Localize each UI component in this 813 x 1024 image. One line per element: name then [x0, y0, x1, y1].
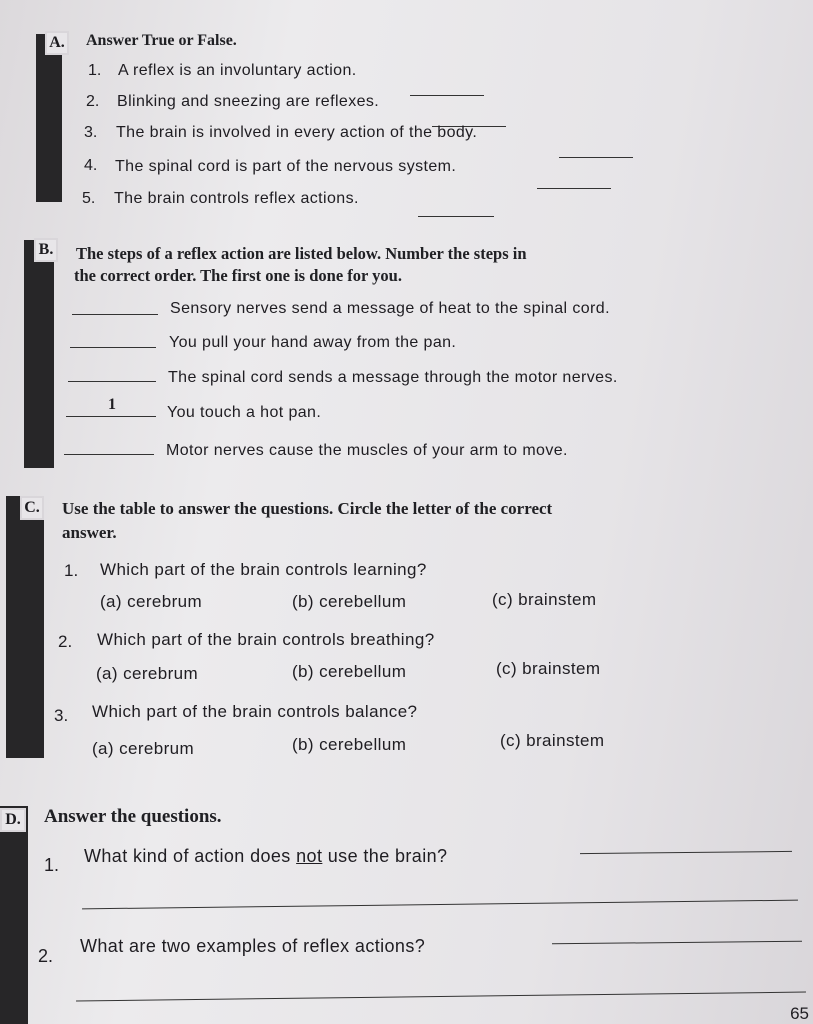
- a-item-3-text: The brain is involved in every action of the body.: [116, 124, 478, 141]
- b-step-2-blank[interactable]: [70, 347, 156, 348]
- section-c-instruction-line2: answer.: [62, 523, 117, 542]
- a-item-1-number: 1.: [88, 62, 102, 79]
- section-b-instruction-line1: The steps of a reflex action are listed below. Number the steps in: [76, 244, 527, 263]
- d-question-1-blank-line2[interactable]: [82, 900, 798, 910]
- c-question-1-text: Which part of the brain controls learning?: [100, 560, 427, 579]
- d-question-1-blank[interactable]: [580, 851, 792, 854]
- section-d-letter: D.: [0, 808, 26, 832]
- section-a-bar: [36, 34, 62, 202]
- section-a-letter: A.: [45, 31, 69, 55]
- c-question-1-option-a[interactable]: (a) cerebrum: [100, 592, 203, 611]
- a-item-1-text: A reflex is an involuntary action.: [118, 62, 357, 79]
- c-question-2-option-c[interactable]: (c) brainstem: [496, 659, 601, 678]
- b-step-3-text: The spinal cord sends a message through the motor nerves.: [168, 369, 618, 386]
- a-item-5-number: 5.: [82, 190, 96, 207]
- a-item-4-blank[interactable]: [537, 188, 611, 189]
- b-step-3-blank[interactable]: [68, 381, 156, 382]
- b-step-2-text: You pull your hand away from the pan.: [169, 334, 457, 351]
- a-item-3-blank[interactable]: [559, 157, 633, 158]
- d-question-1-text: [84, 846, 447, 867]
- c-question-3-text: Which part of the brain controls balance?: [92, 702, 418, 721]
- b-step-4-text: You touch a hot pan.: [167, 404, 322, 421]
- a-item-2-number: 2.: [86, 93, 100, 110]
- d-question-1-post: use the brain?: [322, 846, 448, 866]
- d-question-1-number: 1.: [44, 855, 60, 875]
- a-item-5-text: The brain controls reflex actions.: [114, 190, 359, 207]
- page-number: 65: [790, 1004, 809, 1023]
- a-item-5-blank[interactable]: [418, 216, 494, 217]
- b-step-5-text: Motor nerves cause the muscles of your arm to move.: [166, 442, 568, 459]
- c-question-1-option-c[interactable]: (c) brainstem: [492, 590, 597, 609]
- d-question-2-number: 2.: [38, 946, 54, 966]
- b-step-1-blank[interactable]: [72, 314, 158, 315]
- a-item-2-text: Blinking and sneezing are reflexes.: [117, 93, 380, 110]
- c-question-2-option-b[interactable]: (b) cerebellum: [292, 662, 407, 681]
- b-step-4-blank[interactable]: [66, 416, 156, 417]
- a-item-4-text: The spinal cord is part of the nervous system.: [115, 158, 457, 175]
- section-a-instruction: Answer True or False.: [86, 32, 237, 49]
- a-item-4-number: 4.: [84, 157, 98, 174]
- c-question-1-option-b[interactable]: (b) cerebellum: [292, 592, 407, 611]
- b-step-4-answer: 1: [108, 396, 116, 413]
- c-question-3-number: 3.: [54, 706, 69, 725]
- d-question-1-emphasis: not: [296, 846, 323, 866]
- c-question-2-option-a[interactable]: (a) cerebrum: [96, 664, 199, 683]
- section-d-bar: [0, 806, 28, 1024]
- section-d-instruction: Answer the questions.: [44, 806, 222, 827]
- c-question-2-text: Which part of the brain controls breathing?: [97, 630, 435, 649]
- c-question-2-number: 2.: [58, 632, 73, 651]
- section-c-instruction-line1: Use the table to answer the questions. Circle the letter of the correct: [62, 499, 553, 518]
- section-c-bar: [6, 496, 44, 758]
- section-c-letter: C.: [20, 496, 44, 520]
- c-question-1-number: 1.: [64, 561, 79, 580]
- section-b-letter: B.: [34, 238, 58, 262]
- d-question-2-text: What are two examples of reflex actions?: [80, 936, 426, 956]
- b-step-1-text: Sensory nerves send a message of heat to the spinal cord.: [170, 300, 610, 317]
- c-question-3-option-b[interactable]: (b) cerebellum: [292, 735, 407, 754]
- a-item-1-blank[interactable]: [410, 95, 484, 96]
- c-question-3-option-c[interactable]: (c) brainstem: [500, 731, 605, 750]
- section-b-instruction-line2: the correct order. The first one is done for you.: [74, 266, 402, 285]
- c-question-3-option-a[interactable]: (a) cerebrum: [92, 739, 195, 758]
- a-item-3-number: 3.: [84, 124, 98, 141]
- d-question-1-pre: What kind of action does: [84, 846, 297, 866]
- d-question-2-blank[interactable]: [552, 941, 802, 945]
- d-question-2-blank-line2[interactable]: [76, 992, 806, 1002]
- b-step-5-blank[interactable]: [64, 454, 154, 455]
- section-b-bar: [24, 240, 54, 468]
